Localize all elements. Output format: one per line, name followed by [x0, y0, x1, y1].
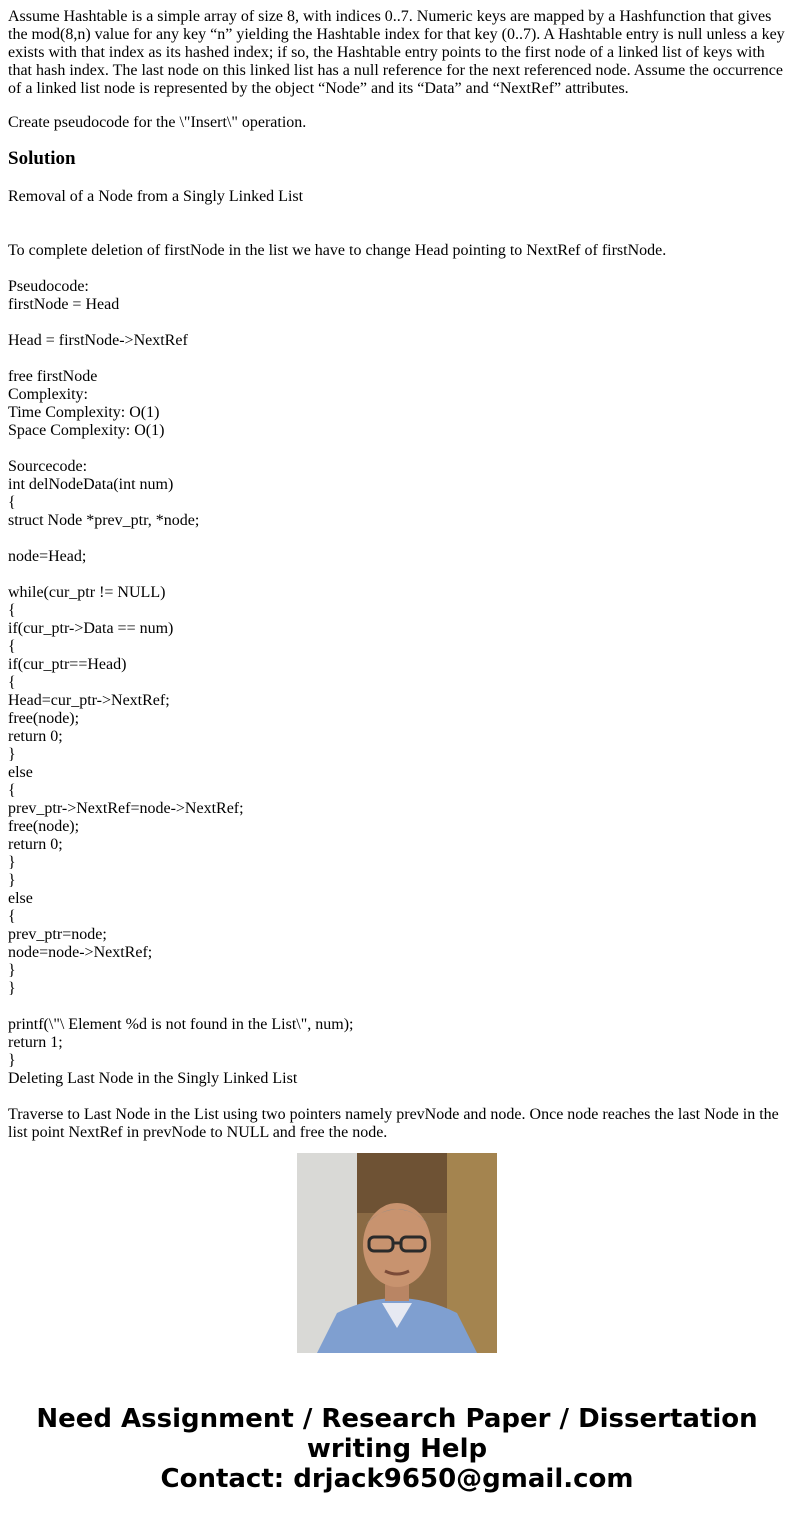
promo-banner [0, 1404, 794, 1494]
solution-body: Removal of a Node from a Singly Linked List To complete deletion of firstNode in the list we have to change Head pointing to NextRef of firstNode. Pseudocode: firstNode = Head Head = firstNode->NextRef free firstNode Complexity: Time Complexity: O(1) Space Complexity: O(1) Sourcecode: int delNodeData(int num) { struct Node *prev_ptr, *node; node=Head; while(cur_ptr != NULL) { if(cur_ptr->Data == num) { if(cur_ptr==Head) { Head=cur_ptr->NextRef; free(node); return 0; } else { prev_ptr->NextRef=node->NextRef; free(node); return 0; } } else { prev_ptr=node; node=node->NextRef; } } printf(\"\ Element %d is not found in the List\", num); return 1; } Deleting Last Node in the Singly Linked List Traverse to Last Node in the List using two pointers namely prevNode and node. Once node reaches the last Node in the list point NextRef in prevNode to NULL and free the node. [8, 188, 779, 1141]
article-content [8, 8, 790, 1141]
question-task: Create pseudocode for the \"Insert\" operation. [8, 114, 307, 131]
promo-line-1: Need Assignment / Research Paper / Dissertation [36, 1404, 758, 1434]
author-avatar [297, 1153, 497, 1353]
promo-line-2: writing Help [306, 1434, 488, 1464]
question-text: Assume Hashtable is a simple array of size 8, with indices 0..7. Numeric keys are mapped by a Hashfunction that gives the mod(8,n) value for any key “n” yielding the Hashtable index for that key (0..7). A Hashtable entry is null unless a key exists with that index as its hashed index; if so, the Hashtable entry points to the first node of a linked list of keys with that hash index. The last node on this linked list has a null reference for the next referenced node. Assume the occurrence of a linked list node is represented by the object “Node” and its “Data” and “NextRef” attributes. [8, 8, 785, 97]
promo-contact: Contact: drjack9650@gmail.com [160, 1464, 634, 1494]
solution-heading: Solution [8, 148, 76, 169]
author-portrait-icon [297, 1153, 497, 1353]
